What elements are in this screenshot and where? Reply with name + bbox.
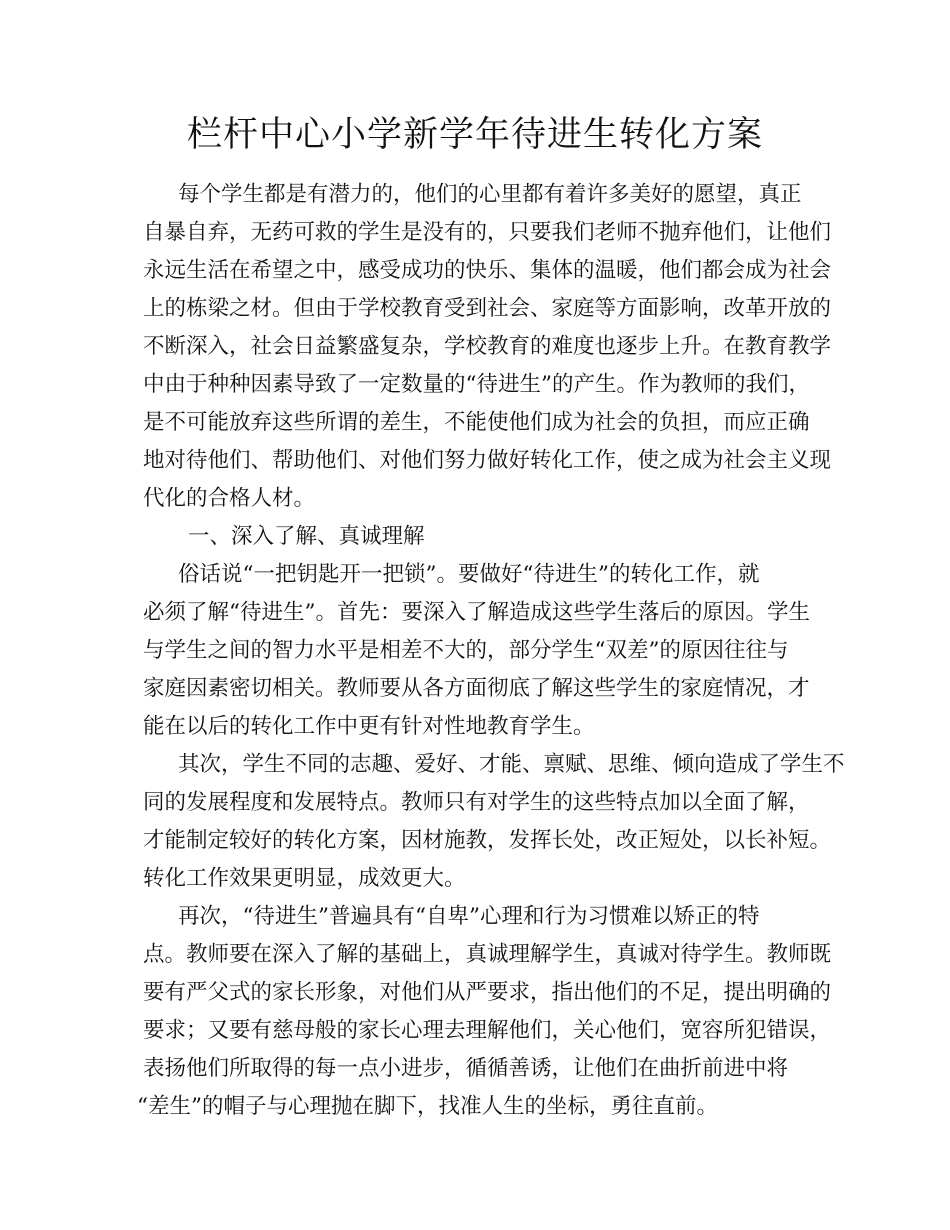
paragraph-line: 每个学生都是有潜力的，他们的心里都有着许多美好的愿望，真正 [178, 182, 802, 207]
paragraph-line: 要有严父式的家长形象，对他们从严要求，指出他们的不足，提出明确的 [143, 980, 832, 1005]
paragraph-line: 点。教师要在深入了解的基础上，真诚理解学生，真诚对待学生。教师既 [143, 942, 832, 967]
paragraph-line: 俗话说“一把钥匙开一把锁”。要做好“待进生”的转化工作，就 [178, 562, 760, 587]
paragraph-line: 永远生活在希望之中，感受成功的快乐、集体的温暖，他们都会成为社会 [143, 258, 832, 283]
paragraph-line: 是不可能放弃这些所谓的差生，不能使他们成为社会的负担，而应正确 [143, 410, 810, 435]
paragraph-line: 同的发展程度和发展特点。教师只有对学生的这些特点加以全面了解， [143, 790, 810, 815]
paragraph-line: 地对待他们、帮助他们、对他们努力做好转化工作，使之成为社会主义现 [143, 448, 832, 473]
paragraph-line: 才能制定较好的转化方案，因材施教，发挥长处，改正短处，以长补短。 [143, 828, 832, 853]
paragraph-line: 家庭因素密切相关。教师要从各方面彻底了解这些学生的家庭情况，才 [143, 676, 810, 701]
paragraph-line: 要求；又要有慈母般的家长心理去理解他们，关心他们，宽容所犯错误， [143, 1018, 832, 1043]
paragraph-line: 表扬他们所取得的每一点小进步，循循善诱，让他们在曲折前进中将 [143, 1056, 789, 1081]
paragraph-line: 转化工作效果更明显，成效更大。 [143, 866, 466, 891]
paragraph-line: 中由于种种因素导致了一定数量的“待进生”的产生。作为教师的我们， [143, 372, 810, 397]
document-title: 栏杆中心小学新学年待进生转化方案 [186, 115, 763, 155]
paragraph-line: 与学生之间的智力水平是相差不大的，部分学生“双差”的原因往往与 [143, 638, 789, 663]
paragraph-line: 必须了解“待进生”。首先：要深入了解造成这些学生落后的原因。学生 [143, 600, 810, 625]
paragraph-line: “差生”的帽子与心理抛在脚下，找准人生的坐标，勇往直前。 [137, 1094, 718, 1119]
paragraph-line: 上的栋梁之材。但由于学校教育受到社会、家庭等方面影响，改革开放的 [143, 296, 832, 321]
paragraph-line: 再次，“待进生”普遍具有“自卑”心理和行为习惯难以矫正的特 [178, 904, 760, 929]
section-heading: 一、深入了解、真诚理解 [188, 524, 425, 549]
paragraph-line: 代化的合格人材。 [143, 486, 316, 511]
paragraph-line: 不断深入，社会日益繁盛复杂，学校教育的难度也逐步上升。在教育教学 [143, 334, 832, 359]
paragraph-line: 自暴自弃，无药可救的学生是没有的，只要我们老师不抛弃他们，让他们 [143, 220, 832, 245]
paragraph-line: 能在以后的转化工作中更有针对性地教育学生。 [143, 714, 595, 739]
paragraph-line: 其次，学生不同的志趣、爱好、才能、禀赋、思维、倾向造成了学生不 [178, 752, 845, 777]
